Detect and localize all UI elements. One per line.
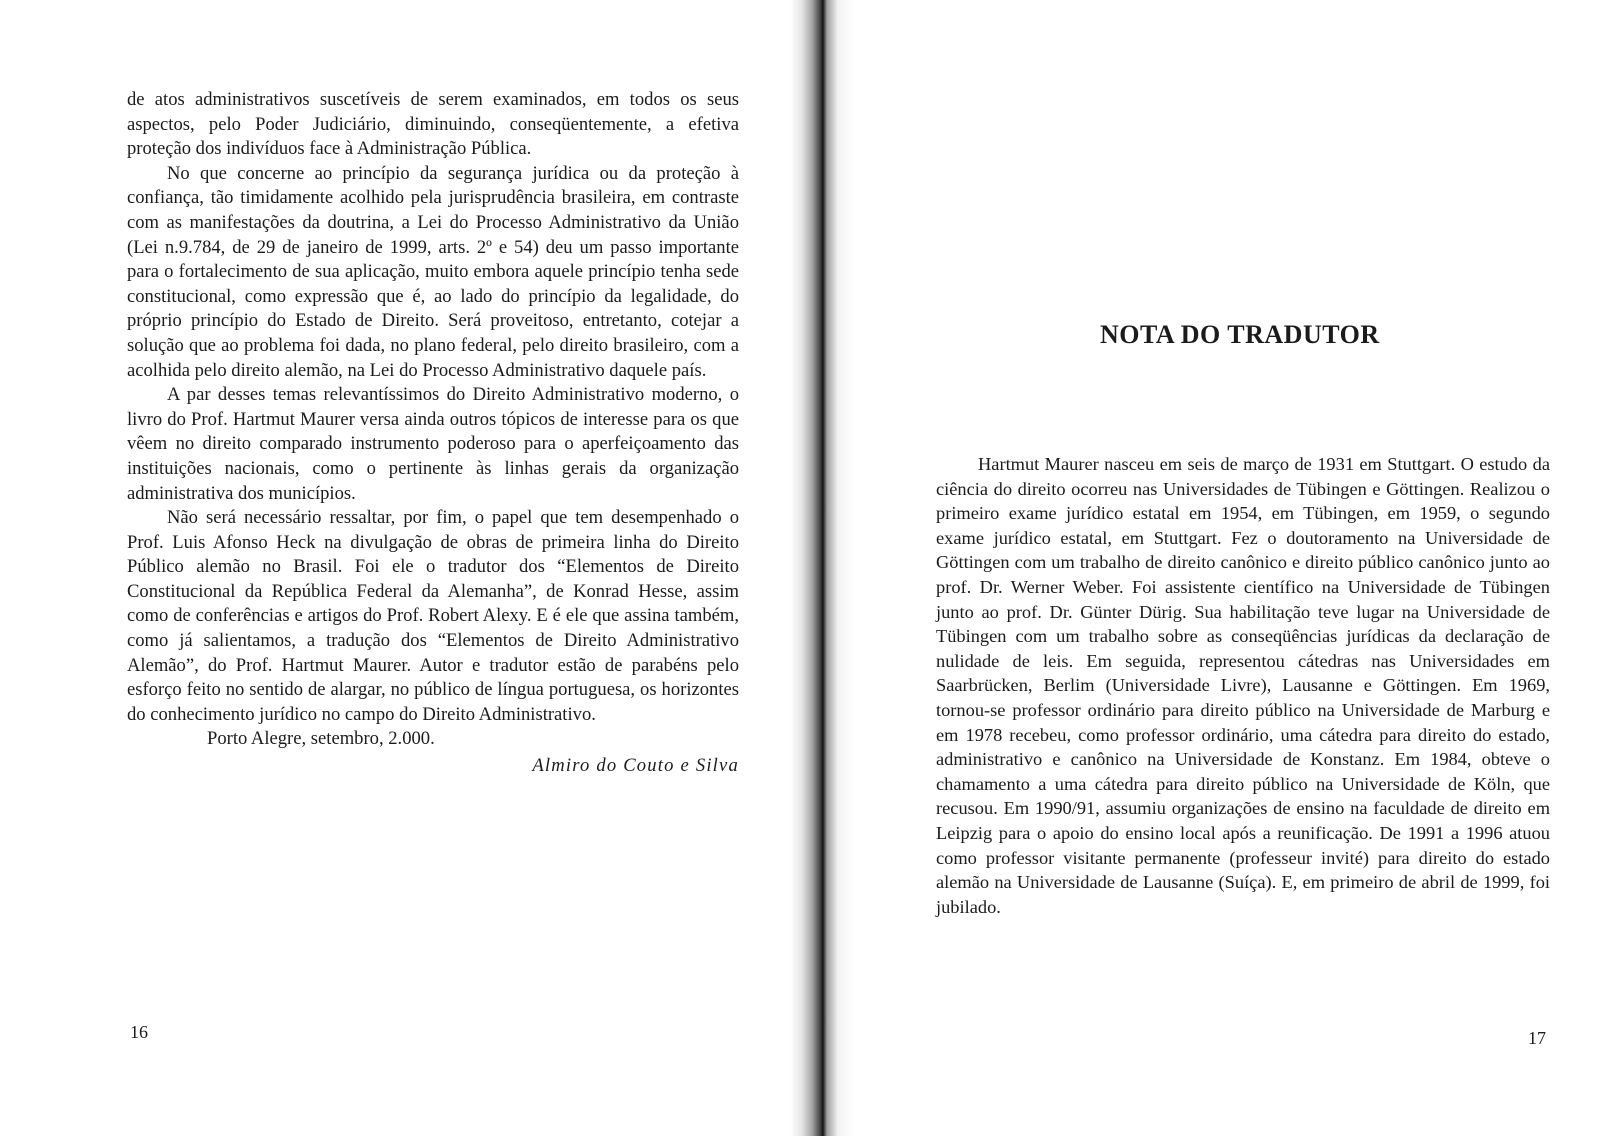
paragraph: de atos administrativos suscetíveis de serem examinados, em todos os seus aspectos, pelo Poder Judiciário, diminuindo, conseqüentemente, a efetiva proteção dos indivíduos face à Administração Pública. bbox=[127, 89, 739, 160]
book-gutter bbox=[790, 0, 854, 1136]
left-page-body bbox=[127, 88, 739, 779]
page-number-right: 17 bbox=[1528, 1028, 1546, 1048]
place-date: Porto Alegre, setembro, 2.000. bbox=[207, 728, 435, 750]
author-signature: Almiro do Couto e Silva bbox=[532, 755, 739, 777]
page-number-left: 16 bbox=[130, 1022, 148, 1042]
paragraph: No que concerne ao princípio da segurança jurídica ou da proteção à confiança, tão timidamente acolhido pela jurisprudência brasileira, em contraste com as manifestações da doutrina, a Lei do Processo Administrativo da União (Lei n.9.784, de 29 de janeiro de 1999, arts. 2º e 54) deu um passo importante para o fortalecimento de sua aplicação, muito embora aquele princípio tenha sede constitucional, como expressão que é, ao lado do princípio da legalidade, do próprio princípio do Estado de Direito. Será proveitoso, entretanto, cotejar a solução que ao problema foi dada, no plano federal, pelo direito brasileiro, com a acolhida pelo direito alemão, na Lei do Processo Administrativo daquele país. bbox=[127, 162, 739, 381]
paragraph: A par desses temas relevantíssimos do Direito Administrativo moderno, o livro do Prof. Hartmut Maurer versa ainda outros tópicos de interesse para os que vêem no direito comparado instrumento poderoso para o aperfeiçoamento das instituições nacionais, como o pertinente às linhas gerais da organização administrativa dos municípios. bbox=[127, 384, 739, 504]
paragraph: Hartmut Maurer nasceu em seis de março de 1931 em Stuttgart. O estudo da ciência do direito ocorreu nas Universidades de Tübingen e Göttingen. Realizou o primeiro exame jurídico estatal em 1954, em Tübingen, em 1959, o segundo exame jurídico estatal, em Stuttgart. Fez o doutoramento na Universidade de Göttingen com um trabalho de direito canônico e direito público canônico junto ao prof. Dr. Werner Weber. Foi assistente científico na Universidade de Tübingen junto ao prof. Dr. Günter Dürig. Sua habilitação teve lugar na Universidade de Tübingen com um trabalho sobre as conseqüências jurídicas da declaração de nulidade de leis. Em seguida, representou cátedras nas Universidades em Saarbrücken, Berlim (Universidade Livre), Lausanne e Göttingen. Em 1969, tornou-se professor ordinário para direito público na Universidade de Marburg e em 1978 recebeu, como professor ordinário, uma cátedra para direito do estado, administrativo e canônico na Universidade de Konstanz. Em 1984, obteve o chamamento a uma cátedra para direito público na Universidade de Köln, que recusou. Em 1990/91, assumiu organizações de ensino na faculdade de direito em Leipzig para o apoio do ensino local após a reunificação. De 1991 a 1996 atuou como professor visitante permanente (professeur invité) para direito do estado alemão na Universidade de Lausanne (Suíça). E, em primeiro de abril de 1999, foi jubilado. bbox=[936, 454, 1550, 917]
chapter-heading: NOTA DO TRADUTOR bbox=[1100, 320, 1380, 349]
paragraph: Não será necessário ressaltar, por fim, o papel que tem desempenhado o Prof. Luis Afonso Heck na divulgação de obras de primeira linha do Direito Público alemão no Brasil. Foi ele o tradutor dos “Elementos de Direito Constitucional da República Federal da Alemanha”, de Konrad Hesse, assim como de conferências e artigos do Prof. Robert Alexy. E é ele que assina também, como já salientamos, a tradução dos “Elementos de Direito Administrativo Alemão”, do Prof. Hartmut Maurer. Autor e tradutor estão de parabéns pelo esforço feito no sentido de alargar, no público de língua portuguesa, os horizontes do conhecimento jurídico no campo do Direito Administrativo. bbox=[127, 507, 739, 725]
right-page-body bbox=[936, 452, 1550, 919]
